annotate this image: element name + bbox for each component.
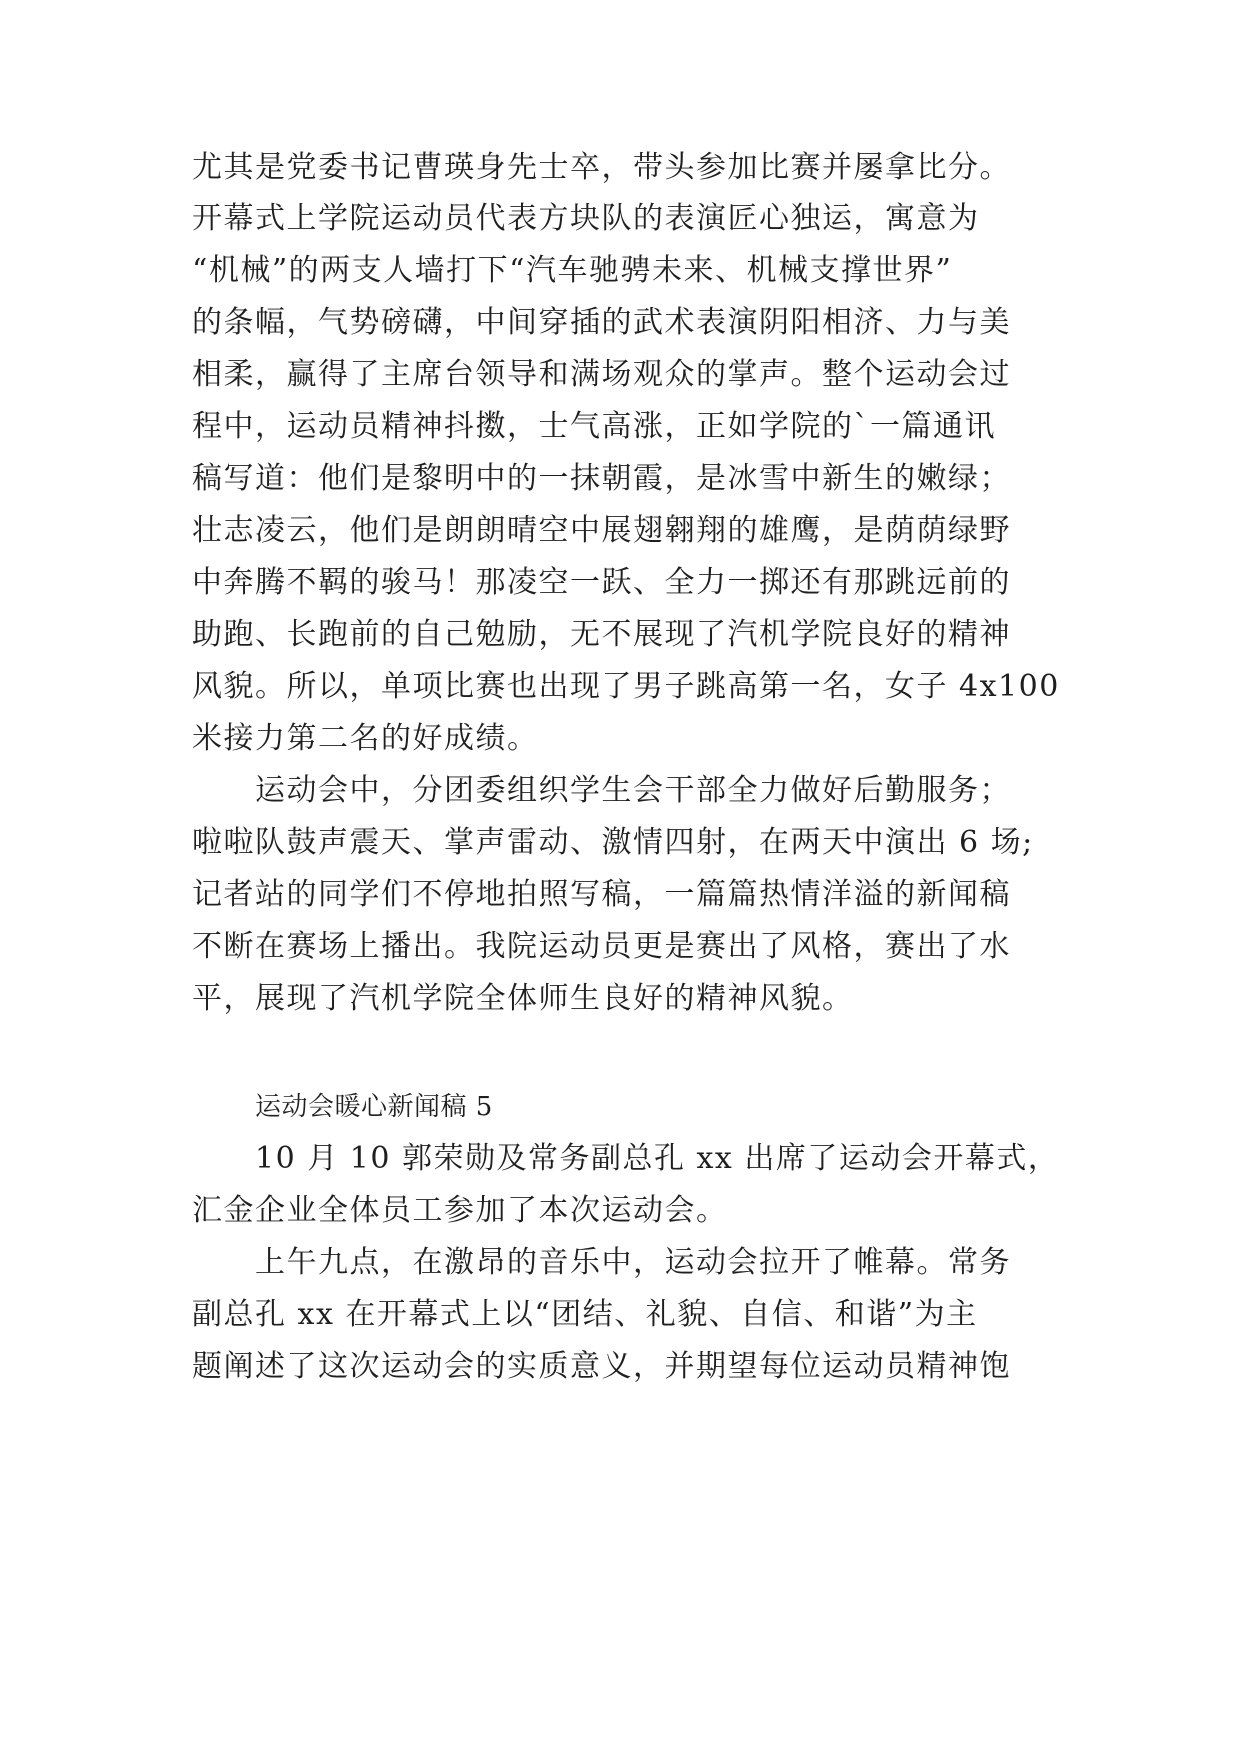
paragraph-line: 相柔，赢得了主席台领导和满场观众的掌声。整个运动会过 [192, 357, 1011, 392]
paragraph-line: 风貌。所以，单项比赛也出现了男子跳高第一名，女子 4x100 [192, 669, 1060, 704]
paragraph-line: 运动会中，分团委组织学生会干部全力做好后勤服务； [255, 773, 1011, 808]
paragraph-line: “机械”的两支人墙打下“汽车驰骋未来、机械支撑世界” [192, 253, 953, 288]
paragraph-line: 不断在赛场上播出。我院运动员更是赛出了风格，赛出了水 [192, 929, 1011, 964]
paragraph-line: 上午九点，在激昂的音乐中，运动会拉开了帷幕。常务 [255, 1245, 1011, 1280]
paragraph-line: 开幕式上学院运动员代表方块队的表演匠心独运，寓意为 [192, 201, 980, 236]
paragraph-line: 平，展现了汽机学院全体师生良好的精神风貌。 [192, 981, 854, 1016]
paragraph-line: 啦啦队鼓声震天、掌声雷动、激情四射，在两天中演出 6 场; [192, 825, 1034, 860]
paragraph-line: 汇金企业全体员工参加了本次运动会。 [192, 1193, 728, 1228]
paragraph-line: 稿写道：他们是黎明中的一抹朝霞，是冰雪中新生的嫩绿； [192, 461, 1011, 496]
paragraph-line: 题阐述了这次运动会的实质意义，并期望每位运动员精神饱 [192, 1349, 1011, 1384]
paragraph-line: 10 月 10 郭荣勋及常务副总孔 xx 出席了运动会开幕式， [255, 1141, 1060, 1176]
paragraph-line: 尤其是党委书记曹瑛身先士卒，带头参加比赛并屡拿比分。 [192, 150, 1011, 185]
paragraph-line: 程中，运动员精神抖擞，士气高涨，正如学院的`一篇通讯 [192, 409, 996, 444]
paragraph-line: 壮志凌云，他们是朗朗晴空中展翅翱翔的雄鹰，是荫荫绿野 [192, 513, 1011, 548]
section-title: 运动会暖心新闻稿 5 [255, 1092, 493, 1122]
paragraph-line: 米接力第二名的好成绩。 [192, 721, 539, 756]
paragraph-line: 记者站的同学们不停地拍照写稿，一篇篇热情洋溢的新闻稿 [192, 877, 1011, 912]
paragraph-line: 中奔腾不羁的骏马！那凌空一跃、全力一掷还有那跳远前的 [192, 565, 1011, 600]
paragraph-line: 副总孔 xx 在开幕式上以“团结、礼貌、自信、和谐”为主 [192, 1297, 978, 1332]
paragraph-line: 的条幅，气势磅礴，中间穿插的武术表演阴阳相济、力与美 [192, 305, 1011, 340]
paragraph-line: 助跑、长跑前的自己勉励，无不展现了汽机学院良好的精神 [192, 617, 1011, 652]
